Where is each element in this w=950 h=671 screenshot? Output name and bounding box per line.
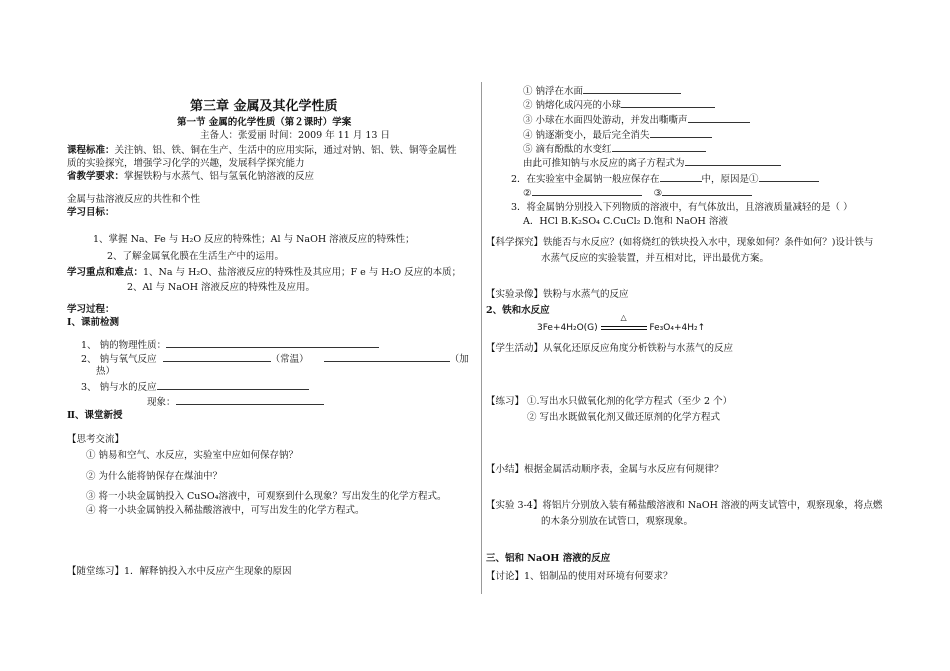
part2-heading: Ⅱ、课堂新授	[67, 410, 123, 421]
think-3: ③ 将一小块金属钠投入 CuSO₄溶液中，可观察到什么现象？写出发生的化学方程式。	[86, 491, 447, 502]
obs-1: ① 钠浮在水面	[523, 84, 681, 98]
check-3-phenomenon: 现象：	[147, 395, 324, 409]
goal-1: 1、掌握 Na、Fe 与 H₂O 反应的特殊性；Al 与 NaOH 溶液反应的特殊性；	[93, 234, 415, 245]
experiment-video: 【实验录像】铁粉与水蒸气的反应	[486, 289, 629, 300]
question-2-cont: ② ③	[523, 186, 752, 200]
obs-5: ⑤ 滴有酚酞的水变红	[523, 142, 706, 156]
question-2: 2．在实验室中金属钠一般应保存在 中，原因是①	[511, 172, 819, 186]
experiment-3-4-cont: 的木条分别放在试管口，观察现象。	[541, 516, 694, 527]
exercise-1: 【练习】 ①.写出水只做氧化剂的化学方程式（至少 2 个）	[486, 396, 733, 407]
practice-1: 【随堂练习】1．解释钠投入水中反应产生现象的原因	[67, 566, 292, 577]
iron-water-equation: 3Fe+4H₂O(G) △ Fe₃O₄+4H₂↑	[537, 313, 706, 333]
obs-3: ③ 小球在水面四处游动，并发出嘶嘶声	[523, 113, 750, 127]
question-3-options: A．HCl B.K₂SO₄ C.CuCl₂ D.饱和 NaOH 溶液	[523, 216, 728, 227]
goal-2: 2、了解金属氧化膜在生活生产中的运用。	[107, 251, 285, 262]
aluminum-naoh-heading: 三、铝和 NaOH 溶液的反应	[486, 553, 611, 564]
think-2: ② 为什么能将钠保存在煤油中？	[86, 471, 223, 482]
author-line: 主备人：张爱丽 时间：2009 年 11 月 13 日	[200, 130, 390, 141]
check-2-cont: 热）	[96, 366, 116, 377]
experiment-3-4: 【实验 3-4】将铝片分别放入装有稀盐酸溶液和 NaOH 溶液的两支试管中，观察现象，将点燃	[486, 500, 883, 511]
course-standard-cont: 质的实验探究，增强学习化学的兴趣，发展科学探究能力	[67, 158, 305, 169]
question-3: 3．将金属钠分别投入下列物质的溶液中，有气体放出，且溶液质量减轻的是（ ）	[511, 202, 853, 213]
think-4: ④ 将一小块金属钠投入稀盐酸溶液中，可写出发生的化学方程式。	[86, 505, 365, 516]
heat-symbol: △	[620, 313, 627, 322]
think-1: ① 钠易和空气、水反应，实验室中应如何保存钠？	[86, 450, 299, 461]
key-points: 学习重点和难点：1、Na 与 H₂O、盐溶液反应的特殊性及其应用；F e 与 H₂O 反应的本质；	[67, 267, 462, 278]
think-heading: 【思考交流】	[67, 434, 125, 445]
column-divider	[481, 82, 482, 594]
obs-2: ② 钠熔化成闪亮的小球	[523, 98, 715, 112]
discussion: 【讨论】1、铝制品的使用对环境有何要求？	[486, 571, 673, 582]
obs-4: ④ 钠逐渐变小，最后完全消失	[523, 128, 712, 142]
science-inquiry: 【科学探究】铁能否与水反应？(如将烧红的铁块投入水中，现象如何？条件如何？)设计铁与	[486, 237, 874, 248]
common-text: 金属与盐溶液反应的共性和个性	[67, 194, 201, 205]
check-3: 3、 钠与水的反应	[81, 380, 309, 394]
chapter-title: 第三章 金属及其化学性质	[190, 99, 338, 114]
goals-heading: 学习目标：	[67, 207, 115, 218]
obs-6: 由此可推知钠与水反应的离子方程式为	[523, 156, 781, 170]
course-standard: 课程标准：关注钠、铝、铁、铜在生产、生活中的应用实际，通过对钠、铝、铁、铜等金属性	[67, 145, 457, 156]
check-2: 2、 钠与氧气反应 （常温） （加	[81, 354, 469, 365]
iron-water-heading: 2、铁和水反应	[486, 305, 550, 316]
summary: 【小结】根据金属活动顺序表，金属与水反应有何规律？	[486, 464, 724, 475]
part1-heading: Ⅰ、课前检测	[67, 317, 119, 328]
check-1: 1、 钠的物理性质：	[81, 338, 379, 352]
key-points-2: 2、Al 与 NaOH 溶液反应的特殊性及应用。	[127, 282, 316, 293]
province-requirement: 省教学要求：掌握铁粉与水蒸气、铝与氢氧化钠溶液的反应	[67, 171, 315, 182]
science-inquiry-cont: 水蒸气反应的实验装置，并互相对比，评出最优方案。	[541, 253, 770, 264]
process-heading: 学习过程：	[67, 304, 115, 315]
exercise-2: ② 写出水既做氧化剂又做还原剂的化学方程式	[527, 412, 721, 423]
section-title: 第一节 金属的化学性质（第２课时）学案	[177, 117, 352, 128]
student-activity: 【学生活动】从氧化还原反应角度分析铁粉与水蒸气的反应	[486, 343, 734, 354]
